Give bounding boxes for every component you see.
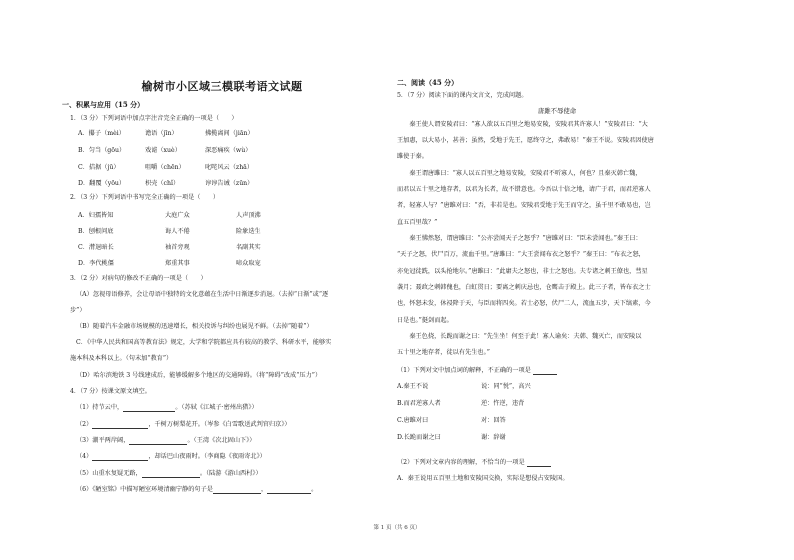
q3-line-2: 步”） [70,307,86,314]
passage-line-5: 而君以五十里之地存者，以君为长者，故不错意也。今吾以十倍之地，请广于君，而君逆寡人 [397,186,651,193]
passage-line-6: 者，轻寡人与？”唐雎对曰：“否，非若是也。安陵君受地于先王而守之，虽千里不敢易也，岂 [397,202,651,209]
table-cell: 谢：辞谢 [481,434,506,441]
passage-line-2: 王加惠，以大易小，甚善；虽然，受地于先王，愿终守之，弗敢易！”秦王不说。安陵君因使唐 [397,137,654,144]
page-title: 榆树市小区域三模联考语文试题 [141,80,303,93]
passage-line-11: 袭月；聂政之刺韩傀也，白虹贯日；要离之刺庆忌也，仓鹰击于殿上。此三子者，皆布衣之士 [397,284,651,291]
sub1-table [397,377,587,445]
q4-item-2-post: ，千树万树梨花开。（岑参《白雪歌送武判官归京》） [148,421,291,428]
table-cell: A.秦王不说 [397,383,429,390]
q4-item-1-pre: （1）持节云中， [76,404,124,411]
q4-item-6-sep: ， [260,486,268,493]
table-cell: 说：同“悦”，高兴 [481,383,531,390]
table-cell: 逆：忤逆，违背 [481,400,525,407]
answer-blank[interactable] [92,422,148,429]
q4-item-5-pre: （5）山重水复疑无路， [76,470,142,477]
q2-optB-1: B．刨根问底 [78,228,114,235]
passage-line-3: 雎使于秦。 [397,153,428,160]
q1-optC-1: C．拮据（jū） [78,164,120,171]
table-cell: C.唐雎对曰 [397,417,429,424]
q2-optD-1: D．李代桃僵 [78,260,114,267]
passage-title: 唐雎不辱使命 [537,107,577,115]
q2-optC-1: C．潸退暗长 [78,244,114,251]
q4-item-1-post: 。（苏轼《江城子·密州出猎》） [175,404,258,411]
table-row [397,394,587,411]
q1-optA-2: 谵语（jīn） [145,130,178,137]
q4-item-6 [76,486,317,494]
passage-line-8: 秦王怫然怒，谓唐雎曰：“公亦尝闻天子之怒乎？”唐雎对曰：“臣未尝闻也。”秦王曰： [397,235,642,242]
sub2-optA: A．秦王说用五百里土地和安陵国交换，实际是想侵占安陵国。 [397,475,569,482]
answer-blank[interactable] [129,438,187,445]
table-cell: 对：回答 [481,417,506,424]
q1-optB-1: B．匀当（gōu） [78,147,126,154]
q4-item-3 [76,437,256,445]
q3-line-4: C．《中华人民共和国高等教育法》规定，大学和学院都应具有较高的教学、科研水平，能够实 [76,339,332,346]
q1-optB-3: 深恶痛疾（wù） [205,147,252,154]
q3-stem: 3．（2 分）对病句的修改不正确的一项是（ ） [70,275,207,282]
q2-optB-3: 险象迭生 [236,228,261,235]
q4-item-6-end: 。 [311,486,318,493]
q4-item-2-pre: （2） [76,421,93,428]
q1-optA-1: A．攥子（mèi） [78,130,125,137]
passage-line-10: 亦免冠徒跣，以头抢地尔。”唐雎曰：“此庸夫之怒也，非士之怒也。夫专诸之刺王僚也，彗星 [397,268,648,275]
q3-line-3: （B）随着汽车金融市场规模的迅速增长，相关投诉与纠纷也展见不鲜。（去掉“随着”） [76,323,313,330]
passage-line-14: 秦王色挠，长跪而谢之曰：“先生坐！何至于此！寡人谕矣：夫韩、魏灭亡，而安陵以 [397,333,642,340]
q4-item-6-pre: （6）《陋室铭》中描写陋室环境清幽宁静的句子是 [76,486,213,493]
answer-blank[interactable] [527,460,551,467]
q4-item-3-pre: （3）潮平两岸阔， [76,437,130,444]
q2-optC-2: 袖首旁观 [165,244,190,251]
table-cell: B.而君逆寡人者 [397,400,441,407]
q2-optB-2: 诲人不倦 [165,228,190,235]
q2-stem: 2．（3 分）下列词语中书写完全正确的一项是（ ） [70,194,220,201]
q1-optD-2: 枳壳（chǐ） [145,180,180,187]
q2-optD-3: 啼众取宠 [236,260,261,267]
passage-line-13: 日是也。”挺剑而起。 [397,317,453,324]
passage-line-7: 直五百里哉？” [397,219,438,226]
page-footer: 第 1 页（共 6 页） [373,525,421,531]
sub2-stem-text: （2）下列对文章内容的理解，不恰当的一项是 [397,459,525,466]
q1-optD-1: D．翻覆（yōu） [78,180,126,187]
q4-item-2 [76,421,291,429]
table-row [397,377,587,394]
q4-item-5 [76,470,262,478]
q4-item-4-pre: （4） [76,453,93,460]
q4-stem: 4．（7 分）按课文原文填空。 [70,388,151,395]
q1-optA-3: 拂揽离间（jiān） [205,130,254,137]
q4-item-4-post: ，却话巴山夜雨时。（李商隐《夜雨寄北》） [148,453,266,460]
passage-line-9: “天子之怒，伏尸百万，流血千里。”唐雎曰：“大王尝闻布衣之怒乎？”秦王曰：“布衣之怒， [397,251,645,258]
passage-line-1: 秦王使人谓安陵君曰：“寡人欲以五百里之地易安陵，安陵君其许寡人！”安陵君曰：“大 [397,121,648,128]
q2-optA-1: A．妇孺皆知 [78,212,114,219]
sub2-stem [397,459,551,467]
answer-blank[interactable] [142,471,200,478]
table-row [397,411,587,428]
q2-optA-3: 人声顶沸 [236,212,261,219]
q3-line-6: （D）哈尔滨地铁 3 号线建成后，能够缓解多个地区的交通障碍。（将“障碍”改成“压力”） [76,372,322,379]
answer-blank[interactable] [267,487,311,494]
passage-line-15: 五十里之地存者，徒以有先生也。” [397,349,490,356]
table-row [397,428,587,445]
sub1-stem [397,367,557,375]
q3-line-5: 施本科及本科以上。（句末加“教育”） [70,355,173,362]
q1-optC-2: 咀嚼（chēn） [145,164,185,171]
q4-item-4 [76,453,266,461]
q3-line-1: （A）忽视母语修养，会让母语中独特的文化意蕴在生活中日渐逐步消退。（去掉“日渐”或“逐 [76,291,329,298]
q4-item-1 [76,404,258,412]
sub1-stem-text: （1）下列对文中加点词的解释，不正确的一项是 [397,367,531,374]
q4-item-5-post: 。（陆游《游山西村》） [199,470,262,477]
answer-blank[interactable] [533,368,557,375]
section-heading-1: 一、积累与应用（15 分） [62,100,145,109]
answer-blank[interactable] [213,487,261,494]
q1-optD-3: 谆谆告诫（zūn） [205,180,254,187]
q2-optA-2: 大庭广众 [165,212,190,219]
q4-item-3-post: 。（王湾《次北固山下》） [187,437,256,444]
q2-optC-3: 名副其实 [236,244,261,251]
q1-optB-2: 戏谑（xuè） [145,147,181,154]
passage-line-4: 秦王谓唐雎曰：“寡人以五百里之地易安陵，安陵君不听寡人，何也？且秦灭韩亡魏， [397,170,642,177]
q2-optD-2: 郑重其事 [165,260,190,267]
section-heading-2: 二、阅读（45 分） [397,78,459,87]
q1-optC-3: 叱咤风云（zhā） [205,164,254,171]
passage-line-12: 也，怀怒未发，休祲降于天，与臣而将四矣。若士必怒，伏尸二人，流血五步，天下缟素，今 [397,300,651,307]
q1-stem: 1．（3 分）下列词语中加点字注音完全正确的一项是（ ） [70,115,238,122]
answer-blank[interactable] [92,454,148,461]
table-cell: D.长跪而谢之曰 [397,434,441,441]
q5-stem: 5．（7 分）阅读下面的课内文言文，完成问题。 [397,92,528,99]
answer-blank[interactable] [123,405,175,412]
